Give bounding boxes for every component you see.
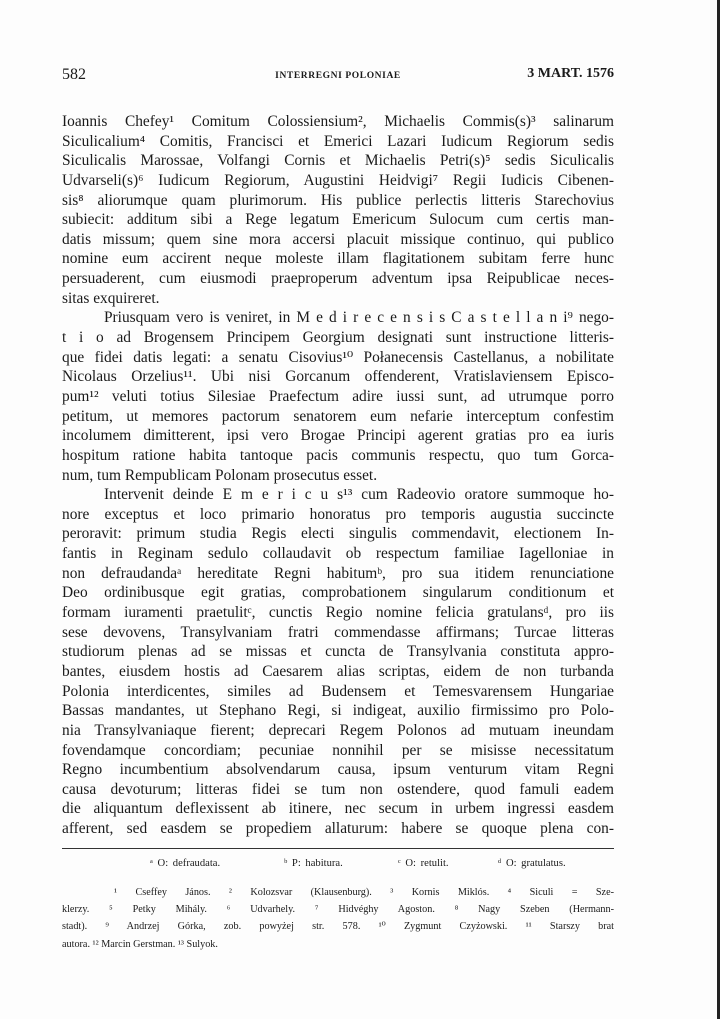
text-line: Deo ordinibusque egit gratias, comprobationem singularum conditionum et	[62, 584, 614, 602]
footnote-line: ¹ Cseffey János. ² Kolozsvar (Klausenburg). ³ Kornis Miklós. ⁴ Siculi = Sze-	[114, 887, 614, 898]
text-line: t i o ad Brogensem Principem Georgium designati sunt instructione litteris-	[62, 329, 614, 347]
text-line: peroravit: primum studia Regis electi singulis commendavit, electionem In-	[62, 525, 614, 543]
text-line: fovendamque concordiam; pecuniae nonnihil per se misisse necessitatum	[62, 741, 614, 759]
running-title: INTERREGNI POLONIAE	[275, 71, 401, 81]
text-line: Bassas mandantes, ut Stephano Regi, si indigeat, auxilio firmissimo pro Polo-	[62, 702, 614, 720]
text-line: subiecit: additum sibi a Rege legatum Emericum Sulocum cum certis man-	[62, 211, 614, 229]
header-date: 3 MART. 1576	[527, 66, 614, 81]
text-line: non defraudandaᵃ hereditate Regni habitumᵇ, pro sua itidem renunciatione	[62, 564, 614, 582]
footnote-line: stadt). ⁹ Andrzej Górka, zob. powyżej str. 578. ¹⁰ Zygmunt Czyżowski. ¹¹ Starszy brat	[62, 921, 614, 933]
text-line: Siculicalis Marossae, Volfangi Cornis et Michaelis Petri(s)⁵ sedis Siculicalis	[62, 152, 614, 170]
page-number: 582	[62, 66, 86, 83]
apparatus-note-d: ᵈ O: gratulatus.	[498, 858, 566, 869]
text-line: hospitum ratione habita tantoque pacis communis respectu, quo tum Gorca-	[62, 446, 614, 464]
text-line: nomine eum accirent neque moleste illam flagitationem subitam ferre hunc	[62, 250, 614, 268]
text-line: Udvarseli(s)⁶ Iudicum Regiorum, Augustini Heidvigi⁷ Regii Iudicis Cibenen-	[62, 171, 614, 189]
apparatus-note-a: ᵃ O: defraudata.	[150, 858, 221, 869]
text-line: Intervenit deinde E m e r i c u s¹³ cum Radeovio oratore summoque ho-	[104, 486, 614, 504]
apparatus-note-b: ᵇ P: habitura.	[284, 858, 343, 869]
text-line: Regno incumbentium absolvendarum causa, ipsum venturum vitam Regni	[62, 761, 614, 779]
text-line: bantes, eiusdem hostis ad Caesarem alias scriptas, eidem de non turbanda	[62, 662, 614, 680]
text-line: Priusquam vero is veniret, in M e d i r e c e n s i s C a s t e l l a n i⁹ nego-	[104, 309, 614, 327]
footnotes	[62, 884, 614, 953]
text-line: die aliquantum deflexissent ab itinere, nec secum in urbem ingressi easdem	[62, 800, 614, 818]
footnote-rule	[62, 848, 614, 849]
text-line: Siculicalium⁴ Comitis, Francisci et Emerici Lazari Iudicum Regiorum sedis	[62, 132, 614, 150]
text-line: que fidei datis legati: a senatu Cisovius¹⁰ Połanecensis Castellanus, a nobilitate	[62, 348, 614, 366]
text-line: nore exceptus et loco primario honoratus pro temporis augustia succincte	[62, 505, 614, 523]
page-header	[62, 66, 614, 88]
text-line: formam iuramenti praetulitᶜ, cunctis Regio nomine felicia gratulansᵈ, pro iis	[62, 604, 614, 622]
text-line: num, tum Rempublicam Polonam prosecutus esset.	[62, 466, 378, 484]
text-line: causa devoturum; litteras fidei se tum non ostendere, quod famuli eadem	[62, 780, 614, 798]
footnote-line: autora. ¹² Marcin Gerstman. ¹³ Sulyok.	[62, 938, 218, 950]
text-line: Nicolaus Orzelius¹¹. Ubi nisi Gorcanum offenderent, Vratislaviensem Episco-	[62, 368, 614, 386]
footnote-line: klerzy. ⁵ Petky Mihály. ⁶ Udvarhely. ⁷ Hidvéghy Agoston. ⁸ Nagy Szeben (Hermann-	[62, 904, 614, 916]
text-line: sese devovens, Transylvaniam fratri commendasse affirmans; Turcae litteras	[62, 623, 614, 641]
text-line: fantis in Reginam sedulo collaudavit ob respectum familiae Iagelloniae in	[62, 545, 614, 563]
text-line: pum¹² veluti totius Silesiae Praefectum adire iussi sunt, ad utrumque porro	[62, 387, 614, 405]
text-line: incolumem dimitterent, ipsi vero Brogae Principi agerent gratias pro ea iuris	[62, 427, 614, 445]
main-text	[62, 112, 614, 839]
text-line: sitas exquireret.	[62, 289, 160, 307]
text-line: afferent, sed easdem se propediem allaturum: habere se quoque plena con-	[62, 820, 614, 838]
text-line: petitum, ut memores pactorum senatorem eum nefarie interceptum confestim	[62, 407, 614, 425]
text-line: studiorum plenas ad se missas et cuncta de Transylvania constituta appro-	[62, 643, 614, 661]
text-line: nia Transylvaniaque fierent; deprecari Regem Polonos ad mutuam ineundam	[62, 721, 614, 739]
apparatus-note-c: ᶜ O: retulit.	[398, 858, 449, 869]
text-line: Polonia interdicentes, similes ad Budensem et Temesvarensem Hungariae	[62, 682, 614, 700]
text-line: datis missum; quem sine mora accersi placuit missique continuo, qui publico	[62, 230, 614, 248]
text-line: persuaderent, cum eiusmodi praeproperum adventum ipsa Reipublicae neces-	[62, 270, 614, 288]
text-line: sis⁸ aliorumque quam plurimorum. His publice perlectis litteris Starechovius	[62, 191, 614, 209]
text-line: Ioannis Chefey¹ Comitum Colossiensium², Michaelis Commis(s)³ salinarum	[62, 113, 614, 130]
